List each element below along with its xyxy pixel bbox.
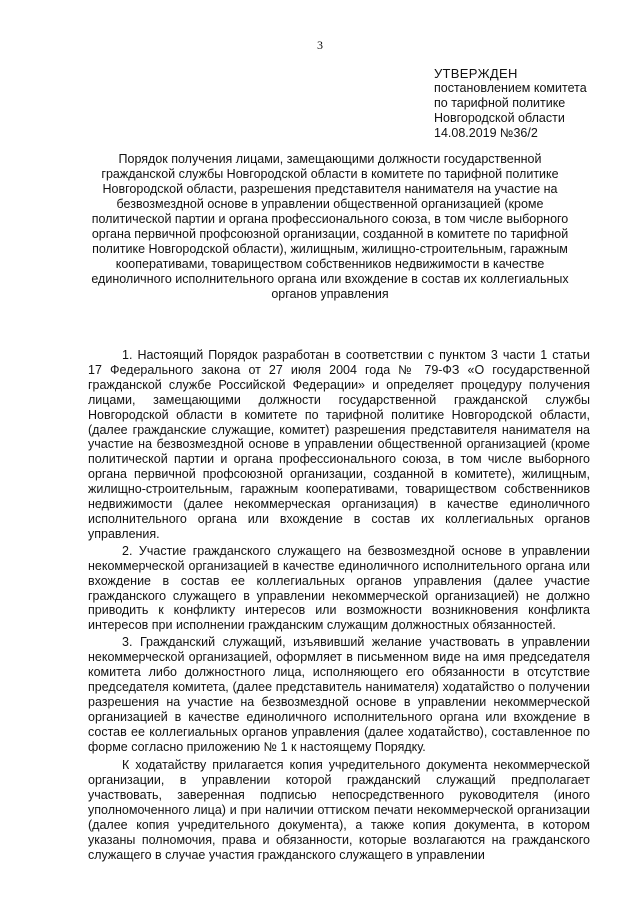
approval-line: постановлением комитета — [434, 81, 587, 95]
approval-line: Новгородской области — [434, 111, 565, 125]
page-number: 3 — [317, 38, 323, 52]
document-title: Порядок получения лицами, замещающими должности государственной гражданской службы Новгородской области в комитете по тарифной политике Новгородской области, разрешения представителя нанимателя на участие на безвозмездной основе в управлении общественной организацией (кроме политической партии и органа профессионального союза, в том числе выборного органа первичной профсоюзной организации, созданной в комитете по тарифной политике Новгородской области), жилищным, жилищно-строительным, гаражным кооперативами, товариществом собственников недвижимости в качестве единоличного исполнительного органа или вхождение в состав их коллегиальных органов управления — [91, 152, 569, 301]
approval-date-number: 14.08.2019 №36/2 — [434, 126, 538, 140]
paragraph-3: 3. Гражданский служащий, изъявивший желание участвовать в управлении некоммерческой организацией, оформляет в письменном виде на имя председателя комитета либо должностного лица, исполняющего его обязанности в отсутствие председателя комитета, (далее представитель нанимателя) ходатайство о получении разрешения на участие на безвозмездной основе в управлении некоммерческой организацией в качестве единоличного исполнительного органа или вхождение в состав ее коллегиальных органов управления (далее ходатайство), составленное по форме согласно приложению № 1 к настоящему Порядку. — [88, 635, 590, 754]
approval-heading: УТВЕРЖДЕН — [434, 66, 518, 81]
paragraph-1: 1. Настоящий Порядок разработан в соответствии с пунктом 3 части 1 статьи 17 Федерального закона от 27 июля 2004 года № 79-ФЗ «О государственной гражданской службе Российской Федерации» и определяет процедуру получения лицами, замещающими должности государственной гражданской службы Новгородской области в комитете по тарифной политике Новгородской области, (далее гражданские служащие, комитет) разрешения представителя нанимателя на участие на безвозмездной основе в управлении общественной организацией (кроме политической партии и органа профессионального союза, в том числе выборного органа первичной профсоюзной организации, созданной в комитете), жилищным, жилищно-строительным, гаражным кооперативами, товариществом собственников недвижимости (далее некоммерческая организация) в качестве единоличного исполнительного органа или вхождение в состав их коллегиальных органов управления. — [88, 348, 590, 541]
paragraph-4: К ходатайству прилагается копия учредительного документа некоммерческой организации, в управлении которой гражданский служащий предполагает участвовать, заверенная подписью непосредственного руководителя (иного уполномоченного лица) и при наличии оттиском печати некоммерческой организации (далее копия учредительного документа), а также копия документа, в котором указаны полномочия, права и обязанности, которые возлагаются на гражданского служащего в случае участия гражданского служащего в управлении — [88, 758, 590, 862]
approval-stamp — [434, 66, 634, 141]
document-body — [88, 348, 590, 865]
paragraph-2: 2. Участие гражданского служащего на безвозмездной основе в управлении некоммерческой организацией в качестве единоличного исполнительного органа или вхождение в состав ее коллегиальных органов управления (далее участие гражданского служащего в управлении некоммерческой организацией) не должно приводить к конфликту интересов или возможности возникновения конфликта интересов при исполнении гражданским служащим должностных обязанностей. — [88, 543, 590, 633]
approval-line: по тарифной политике — [434, 96, 566, 110]
